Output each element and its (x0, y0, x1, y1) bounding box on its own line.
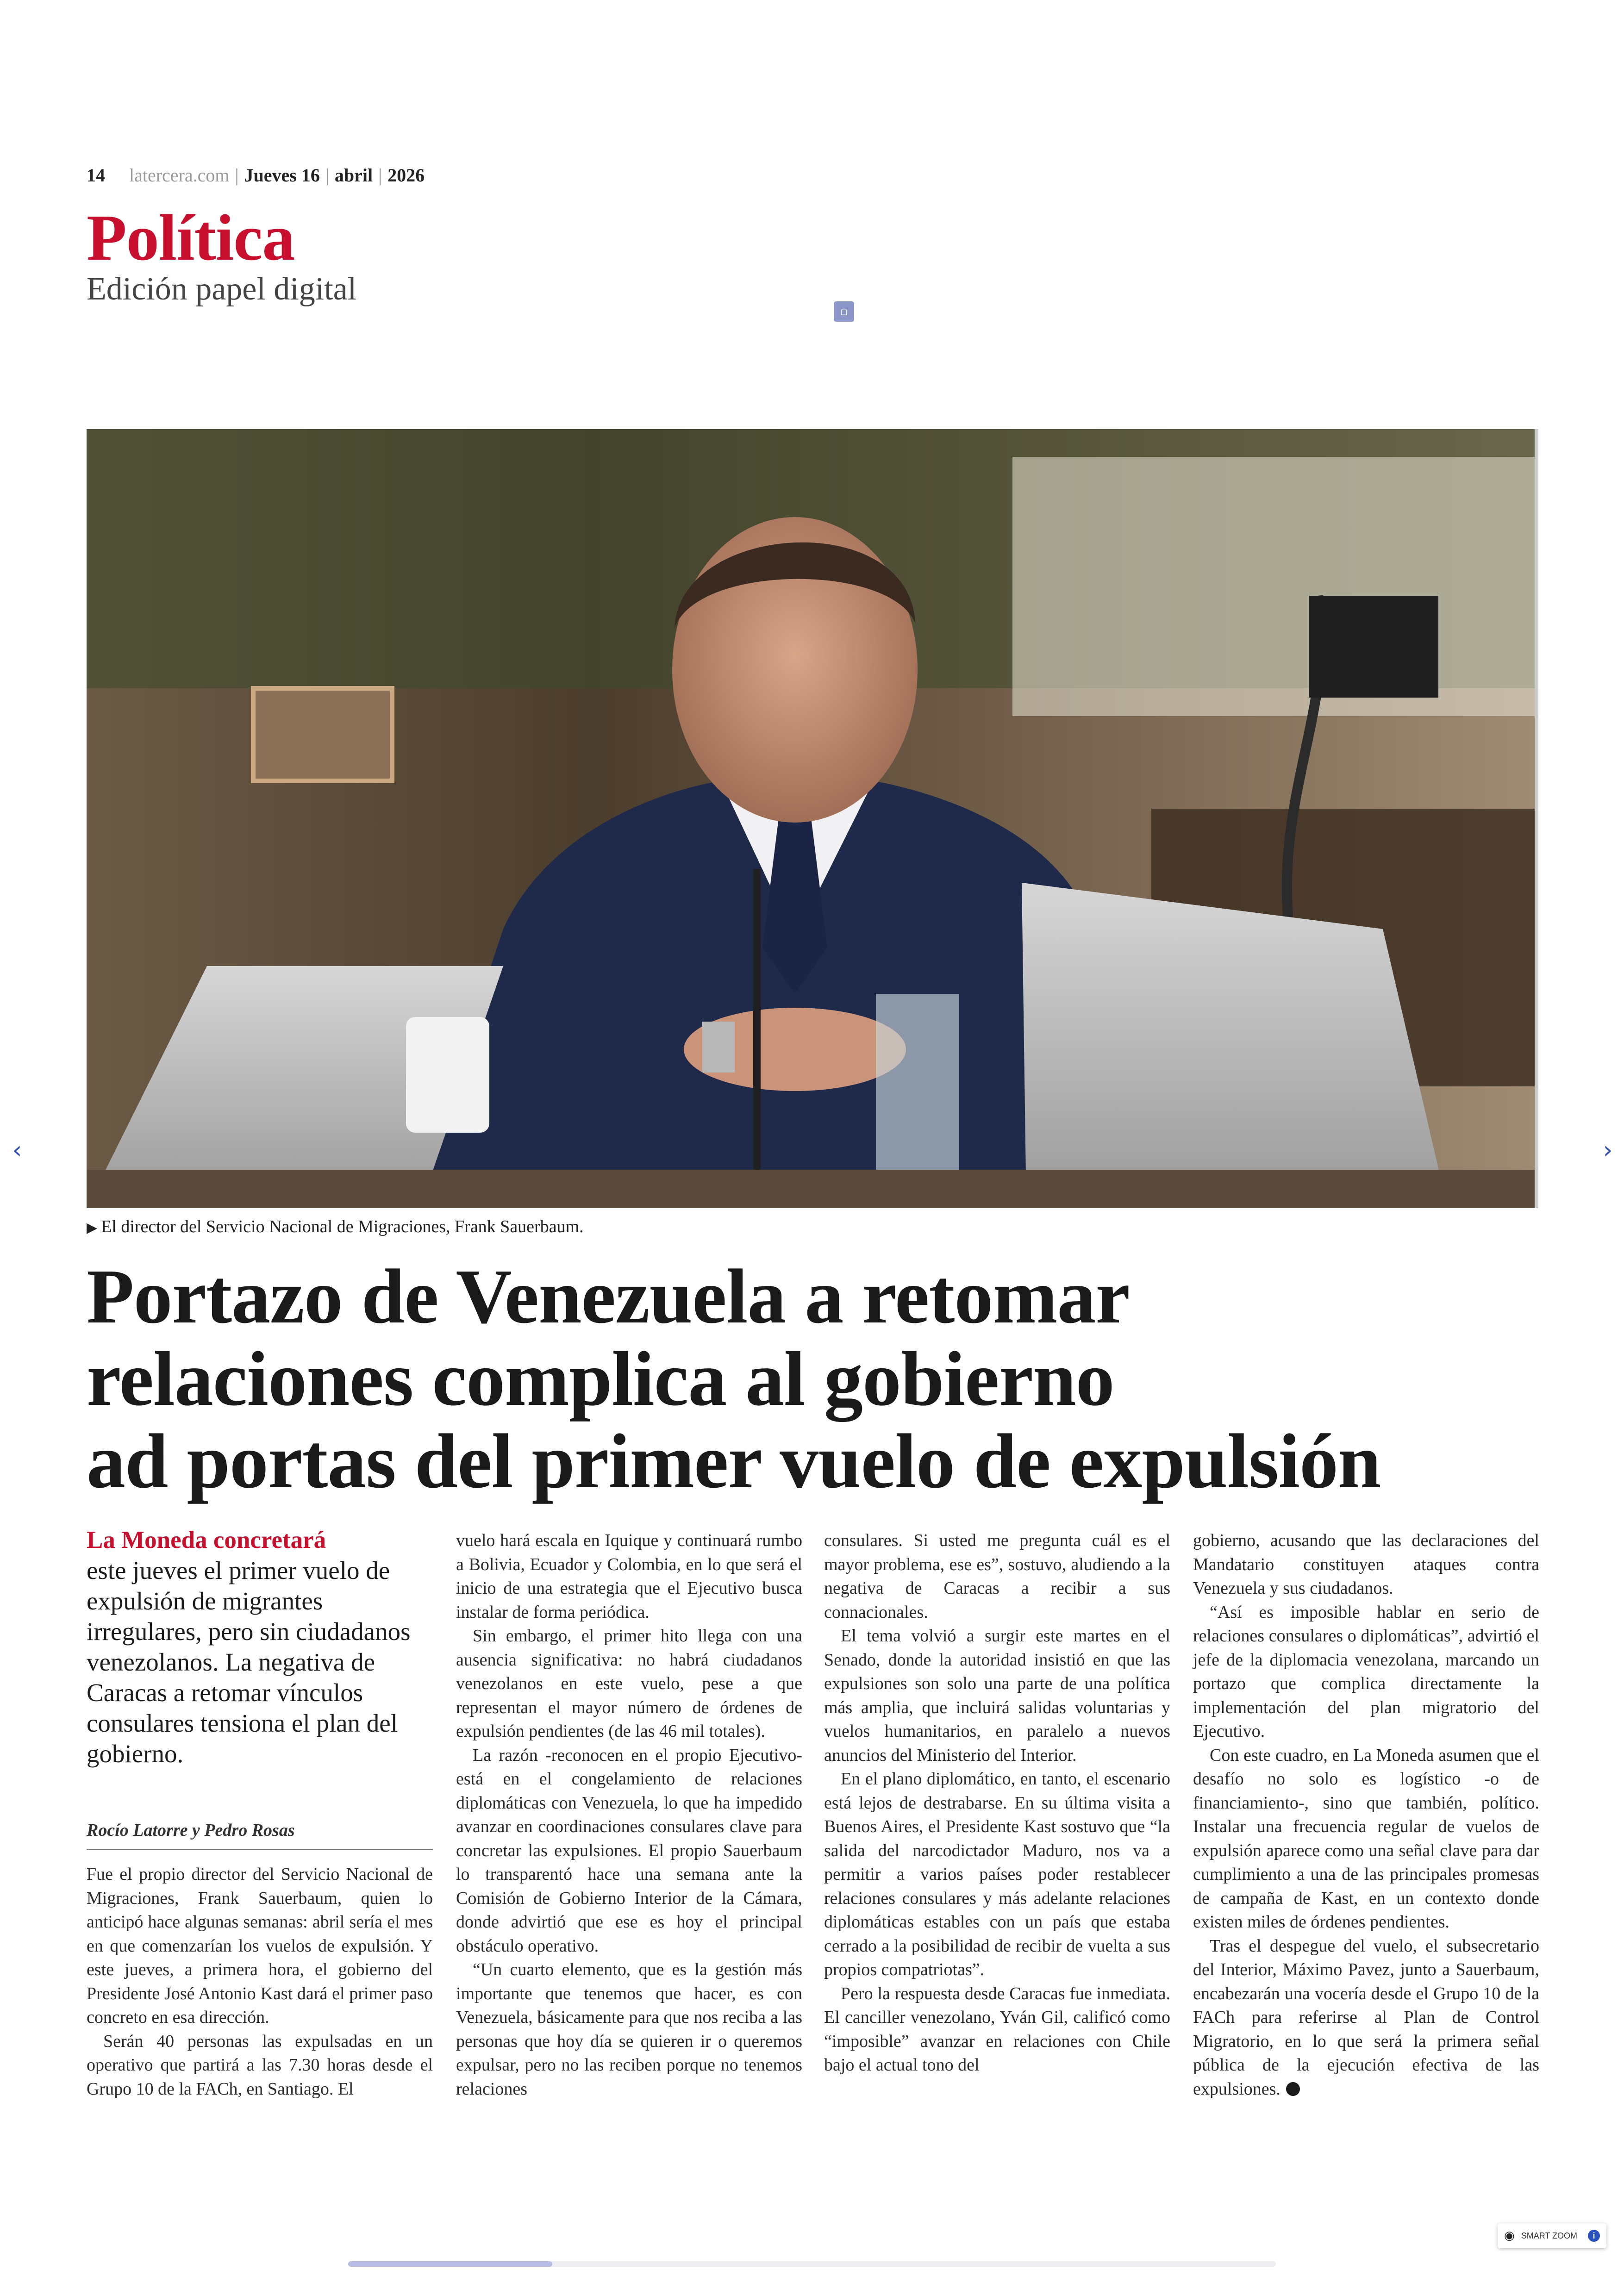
date-year: 2026 (387, 164, 425, 186)
lead (87, 1525, 433, 1769)
paragraph: Pero la respuesta desde Caracas fue inmediata. El canciller venezolano, Yván Gil, calificó como “imposible” avanzar en relaciones con Chile bajo el actual tono del (824, 1983, 1170, 2075)
overlay-marker-icon[interactable]: ▫ (834, 301, 854, 322)
divider: | (235, 164, 239, 186)
paragraph: Fue el propio director del Servicio Nacional de Migraciones, Frank Sauerbaum, quien lo anticipó hace algunas semanas: abril sería el mes en que comenzarían los vuelos de expulsión. Y este jueves, a primera hora, el gobierno del Presidente José Antonio Kast dará el primer paso concreto en esa dirección. (87, 1865, 433, 2027)
scrollbar-thumb[interactable] (348, 2261, 552, 2267)
body-column-4 (1193, 1529, 1539, 2101)
page-scrollbar[interactable] (348, 2261, 1276, 2267)
edition-subtitle: Edición papel digital (87, 271, 357, 307)
headline-line: Portazo de Venezuela a retomar (87, 1254, 1130, 1340)
photo-caption (87, 1216, 584, 1237)
page-number: 14 (87, 164, 105, 186)
paragraph: “Un cuarto elemento, que es la gestión más importante que tenemos que hacer, es con Venezuela, básicamente para que nos reciba a las personas que hoy día se quieren ir o queremos expulsar, pero no las reciben porque no tenemos relaciones (456, 1960, 802, 2099)
lead-text: este jueves el primer vuelo de expulsión de migrantes irregulares, pero sin ciudadanos venezolanos. La negativa de Caracas a retomar vínculos consulares tensiona el plan del gobierno. (87, 1556, 411, 1768)
next-page-button[interactable] (1596, 1136, 1619, 1164)
paragraph: “Así es imposible hablar en serio de relaciones consulares o diplomáticas”, advirtió el jefe de la diplomacia venezolana, marcando un portazo que complica directamente la implementación del plan migratorio del Ejecutivo. (1193, 1602, 1539, 1741)
paragraph: gobierno, acusando que las declaraciones del Mandatario constituyen ataques contra Venezuela y sus ciudadanos. (1193, 1531, 1539, 1598)
paragraph: Sin embargo, el primer hito llega con una ausencia significativa: no habrá ciudadanos venezolanos en este vuelo, pese a que representan el mayor número de órdenes de expulsión pendientes (de las 46 mil totales). (456, 1626, 802, 1741)
smart-zoom-label: SMART ZOOM (1521, 2231, 1578, 2240)
chevron-left-icon: ‹ (12, 1136, 22, 1164)
headline-line: relaciones complica al gobierno (87, 1336, 1114, 1422)
paragraph: Serán 40 personas las expulsadas en un operativo que partirá a las 7.30 horas desde el Grupo 10 de la FACh, en Santiago. El (87, 2031, 433, 2099)
paragraph: El tema volvió a surgir este martes en el Senado, donde la autoridad insistió en que las expulsiones son solo una parte de una política más amplia, que incluirá salidas voluntarias y vuelos humanitarios, en paralelo a nuevos anuncios del Ministerio del Interior. (824, 1626, 1170, 1765)
photo-edge (1535, 429, 1538, 1208)
paragraph: Con este cuadro, en La Moneda asumen que el desafío no solo es logístico -o de financiamiento-, sino que también, político. Instalar una frecuencia regular de vuelos de expulsión aparece como una señal clave para dar cumplimiento a una de las principales promesas de campaña de Kast, en un contexto donde existen miles de órdenes pendientes. (1193, 1745, 1539, 1932)
eye-icon: ◉ (1504, 2229, 1515, 2243)
kicker: La Moneda concretará (87, 1527, 326, 1553)
headline-line: ad portas del primer vuelo de expulsión (87, 1418, 1381, 1504)
photo-illustration (87, 429, 1538, 1208)
date-month: abril (334, 164, 373, 186)
folio (87, 162, 425, 188)
caption-text: El director del Servicio Nacional de Migraciones, Frank Sauerbaum. (101, 1217, 584, 1236)
caption-arrow-icon: ▶ (87, 1220, 98, 1236)
smart-zoom-button[interactable] (1498, 2223, 1606, 2248)
section-title: Política (87, 201, 295, 274)
divider: | (325, 164, 329, 186)
divider: | (378, 164, 382, 186)
body-column-2 (456, 1529, 802, 2101)
previous-page-button[interactable] (6, 1136, 29, 1164)
paragraph (1193, 1934, 1539, 2102)
site-name: latercera.com (129, 164, 230, 186)
paragraph-text: Tras el despegue del vuelo, el subsecretario del Interior, Máximo Pavez, junto a Sauerbaum, encabezarán una vocería desde el Grupo 10 de la FACh para referirse al Plan de Control Migratorio, en lo que será la primera señal pública de la ejecución efectiva de las expulsiones. (1193, 1936, 1539, 2099)
headline (87, 1255, 1540, 1503)
info-icon[interactable]: i (1588, 2230, 1600, 2242)
paragraph: La razón -reconocen en el propio Ejecutivo- está en el congelamiento de relaciones diplomáticas con Venezuela, lo que ha impedido avanzar en coordinaciones consulares clave para concretar las expulsiones. El propio Sauerbaum lo transparentó hace una semana ante la Comisión de Gobierno Interior de la Cámara, donde advirtió que ese es hoy el principal obstáculo operativo. (456, 1745, 802, 1956)
date-day: Jueves 16 (244, 164, 320, 186)
byline: Rocío Latorre y Pedro Rosas (87, 1820, 433, 1850)
chevron-right-icon: › (1603, 1136, 1613, 1164)
body-column-1 (87, 1863, 433, 2101)
body-column-3 (824, 1529, 1170, 2077)
end-mark-icon (1286, 2082, 1300, 2096)
paragraph: En el plano diplomático, en tanto, el escenario está lejos de destrabarse. En su última visita a Buenos Aires, el Presidente Kast sostuvo que “la salida del narcodictador Maduro, nos va a permitir a varios países poder restablecer relaciones consulares y más adelante relaciones diplomáticas estables con un país que estaba cerrado a la posibilidad de recibir de vuelta a sus propios compatriotas”. (824, 1769, 1170, 1979)
article-photo (87, 429, 1538, 1208)
paragraph: vuelo hará escala en Iquique y continuará rumbo a Bolivia, Ecuador y Colombia, en lo que será el inicio de una estrategia que el Ejecutivo busca instalar de forma periódica. (456, 1531, 802, 1622)
paragraph: consulares. Si usted me pregunta cuál es el mayor problema, ese es”, sostuvo, aludiendo a la negativa de Caracas a recibir a sus connacionales. (824, 1531, 1170, 1622)
